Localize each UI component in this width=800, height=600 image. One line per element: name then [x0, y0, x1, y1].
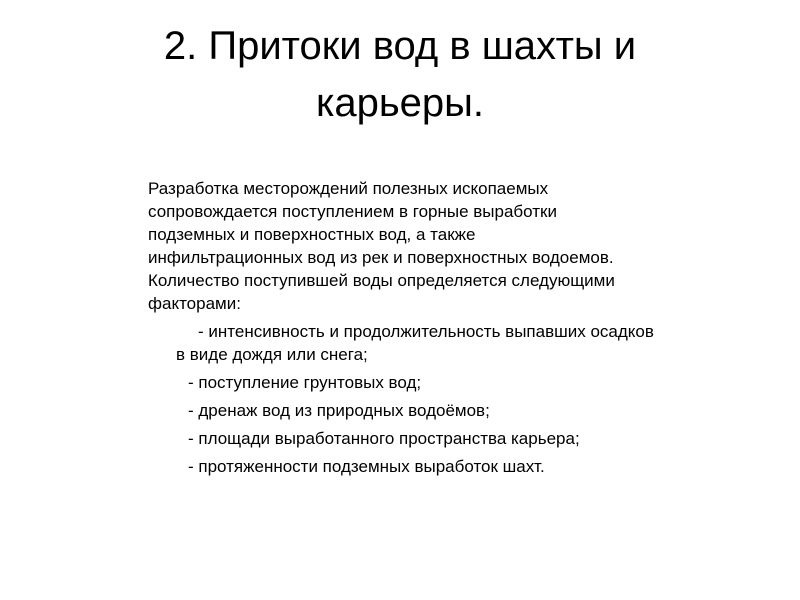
factor-item	[148, 399, 793, 422]
text-line: Разработка месторождений полезных ископаемых	[148, 179, 549, 198]
text-line: - протяженности подземных выработок шахт.	[188, 457, 545, 476]
factor-item	[148, 371, 793, 394]
text-line: в виде дождя или снега;	[176, 345, 368, 364]
text-line: Количество поступившей воды определяется следующими	[148, 271, 615, 290]
text-line: - интенсивность и продолжительность выпавших осадков	[198, 322, 654, 341]
factor-item	[148, 455, 793, 478]
slide-title	[40, 18, 760, 132]
text-line: - дренаж вод из природных водоёмов;	[188, 401, 490, 420]
slide-title-line: карьеры.	[315, 81, 485, 125]
text-line: - площади выработанного пространства карьера;	[188, 429, 580, 448]
slide-title-line: 2. Притоки вод в шахты и	[163, 24, 637, 68]
factor-item	[148, 427, 793, 450]
text-line: сопровождается поступлением в горные выработки	[148, 202, 557, 221]
intro-paragraph	[148, 177, 793, 246]
factor-item	[148, 320, 793, 366]
text-line: - поступление грунтовых вод;	[188, 373, 422, 392]
text-line: факторами:	[148, 294, 241, 313]
text-line: инфильтрационных вод из рек и поверхностных водоемов.	[148, 248, 614, 267]
text-line: подземных и поверхностных вод, а также	[148, 225, 476, 244]
intro-paragraph	[148, 246, 793, 315]
slide-body	[148, 177, 793, 483]
